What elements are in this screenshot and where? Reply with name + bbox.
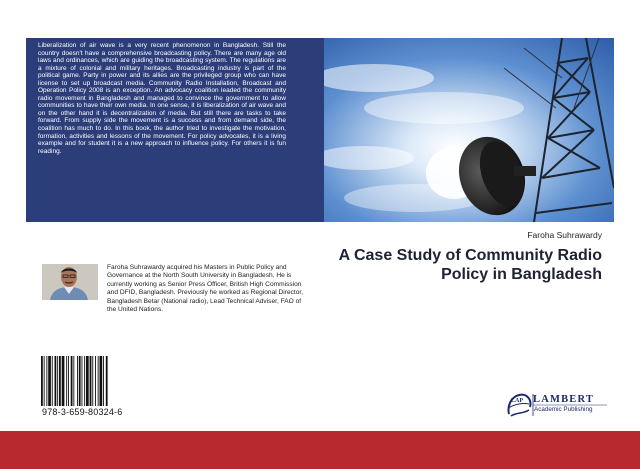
cover-photo xyxy=(324,38,614,222)
radio-tower-picture xyxy=(324,38,614,222)
bottom-band xyxy=(0,431,640,469)
blurb-text: Liberalization of air wave is a very recent phenomenon in Bangladesh. Still the country doesn't have a comprehensive broadcasting policy. There are many age old laws and ordinances, which are guiding the broadcasting system. The regulations are a mixture of colonial and military heritages. Broadcasting industry is part of the political game. Party in power and its allies are the privileged group who can have license to set up broadcast media. Community Radio Installation, Broadcast and Operation Policy 2008 is an exception. An advocacy coalition leaded the community radio movement in Bangladesh and managed to convince the government to allow communities to have their own media. In one sense, it is liberalization of air wave and on the other hand it is decentralization of media. But still there are tasks to take forward. From supply side the movement is a success and from demand side, the coalition has much to do. In this book, the author tried to investigate the motivation, formation, activities and lessons of the movement. For policy advocates, it is a living example and for student it is a new approach to influence policy. For others it is fun reading. xyxy=(38,42,286,155)
author-bio: Faroha Suhrawardy acquired his Masters in Public Policy and Governance at the North South University in Bangladesh. He is currently working as Senior Press Officer, British High Commission and DFID, Bangladesh. Previously he worked as Regional Director, Bangladesh Betar (National radio), Lead Technical Adviser, FAO of the United Nations. xyxy=(107,264,304,314)
author-photo xyxy=(42,264,98,300)
isbn-barcode xyxy=(40,356,136,406)
book-title: A Case Study of Community Radio Policy in Bangladesh xyxy=(338,247,602,283)
publisher-subtitle: Academic Publishing xyxy=(534,406,593,413)
logo-badge: LAP xyxy=(511,398,523,404)
isbn-number: 978-3-659-80324-6 xyxy=(42,407,123,417)
publisher-name: LAMBERT xyxy=(533,394,595,405)
barcode-picture xyxy=(40,356,136,406)
author-portrait-picture xyxy=(42,264,98,300)
front-author-name: Faroha Suhrawardy xyxy=(527,230,602,240)
